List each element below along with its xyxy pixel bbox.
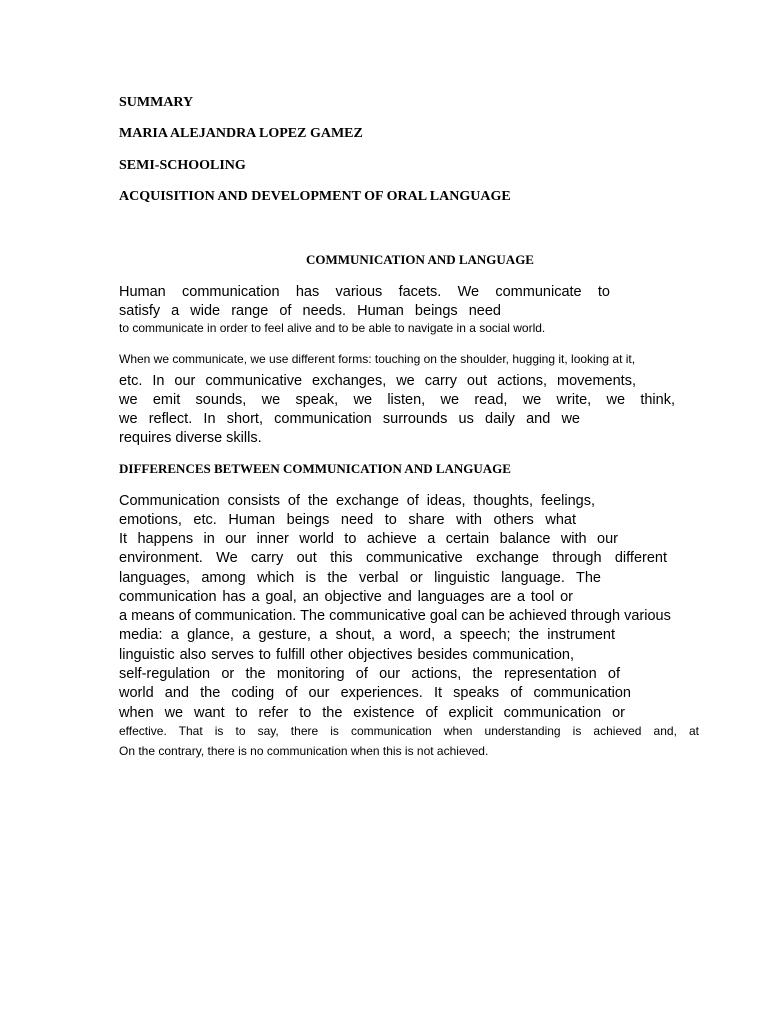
section-title-differences: DIFFERENCES BETWEEN COMMUNICATION AND LANGUAGE bbox=[119, 461, 511, 476]
paragraph-line: emotions, etc. Human beings need to share with others what bbox=[119, 512, 576, 528]
paragraph-line: media: a glance, a gesture, a shout, a word, a speech; the instrument bbox=[119, 627, 615, 643]
paragraph-line: Communication consists of the exchange of ideas, thoughts, feelings, bbox=[119, 493, 595, 509]
course-title: ACQUISITION AND DEVELOPMENT OF ORAL LANGUAGE bbox=[119, 189, 511, 204]
program-heading: SEMI-SCHOOLING bbox=[119, 158, 246, 173]
section-title-communication-language: COMMUNICATION AND LANGUAGE bbox=[306, 252, 534, 267]
paragraph-line: when we want to refer to the existence of explicit communication or bbox=[119, 705, 625, 721]
paragraph-line: to communicate in order to feel alive and to be able to navigate in a social world. bbox=[119, 321, 546, 335]
paragraph-line: satisfy a wide range of needs. Human beings need bbox=[119, 303, 501, 319]
summary-heading: SUMMARY bbox=[119, 95, 194, 110]
paragraph-line: we reflect. In short, communication surrounds us daily and we bbox=[119, 411, 580, 427]
paragraph-line: linguistic also serves to fulfill other objectives besides communication, bbox=[119, 647, 574, 663]
paragraph-line: It happens in our inner world to achieve a certain balance with our bbox=[119, 531, 618, 547]
paragraph-line: communication has a goal, an objective and languages are a tool or bbox=[119, 589, 573, 605]
paragraph-line: self-regulation or the monitoring of our actions, the representation of bbox=[119, 666, 620, 682]
paragraph-line: world and the coding of our experiences. It speaks of communication bbox=[119, 685, 631, 701]
author-name: MARIA ALEJANDRA LOPEZ GAMEZ bbox=[119, 126, 363, 141]
paragraph-line: languages, among which is the verbal or linguistic language. The bbox=[119, 570, 601, 586]
paragraph-line: environment. We carry out this communicative exchange through different bbox=[119, 550, 667, 566]
paragraph-line: Human communication has various facets. We communicate to bbox=[119, 284, 610, 300]
paragraph-line: effective. That is to say, there is communication when understanding is achieved and, at bbox=[119, 724, 699, 738]
paragraph-line: we emit sounds, we speak, we listen, we read, we write, we think, bbox=[119, 392, 675, 408]
paragraph-line: When we communicate, we use different forms: touching on the shoulder, hugging it, looking at it, bbox=[119, 352, 636, 366]
paragraph-line: a means of communication. The communicative goal can be achieved through various bbox=[119, 608, 671, 624]
paragraph-line: etc. In our communicative exchanges, we carry out actions, movements, bbox=[119, 373, 636, 389]
paragraph-line: On the contrary, there is no communication when this is not achieved. bbox=[119, 744, 489, 758]
paragraph-line: requires diverse skills. bbox=[119, 430, 262, 446]
